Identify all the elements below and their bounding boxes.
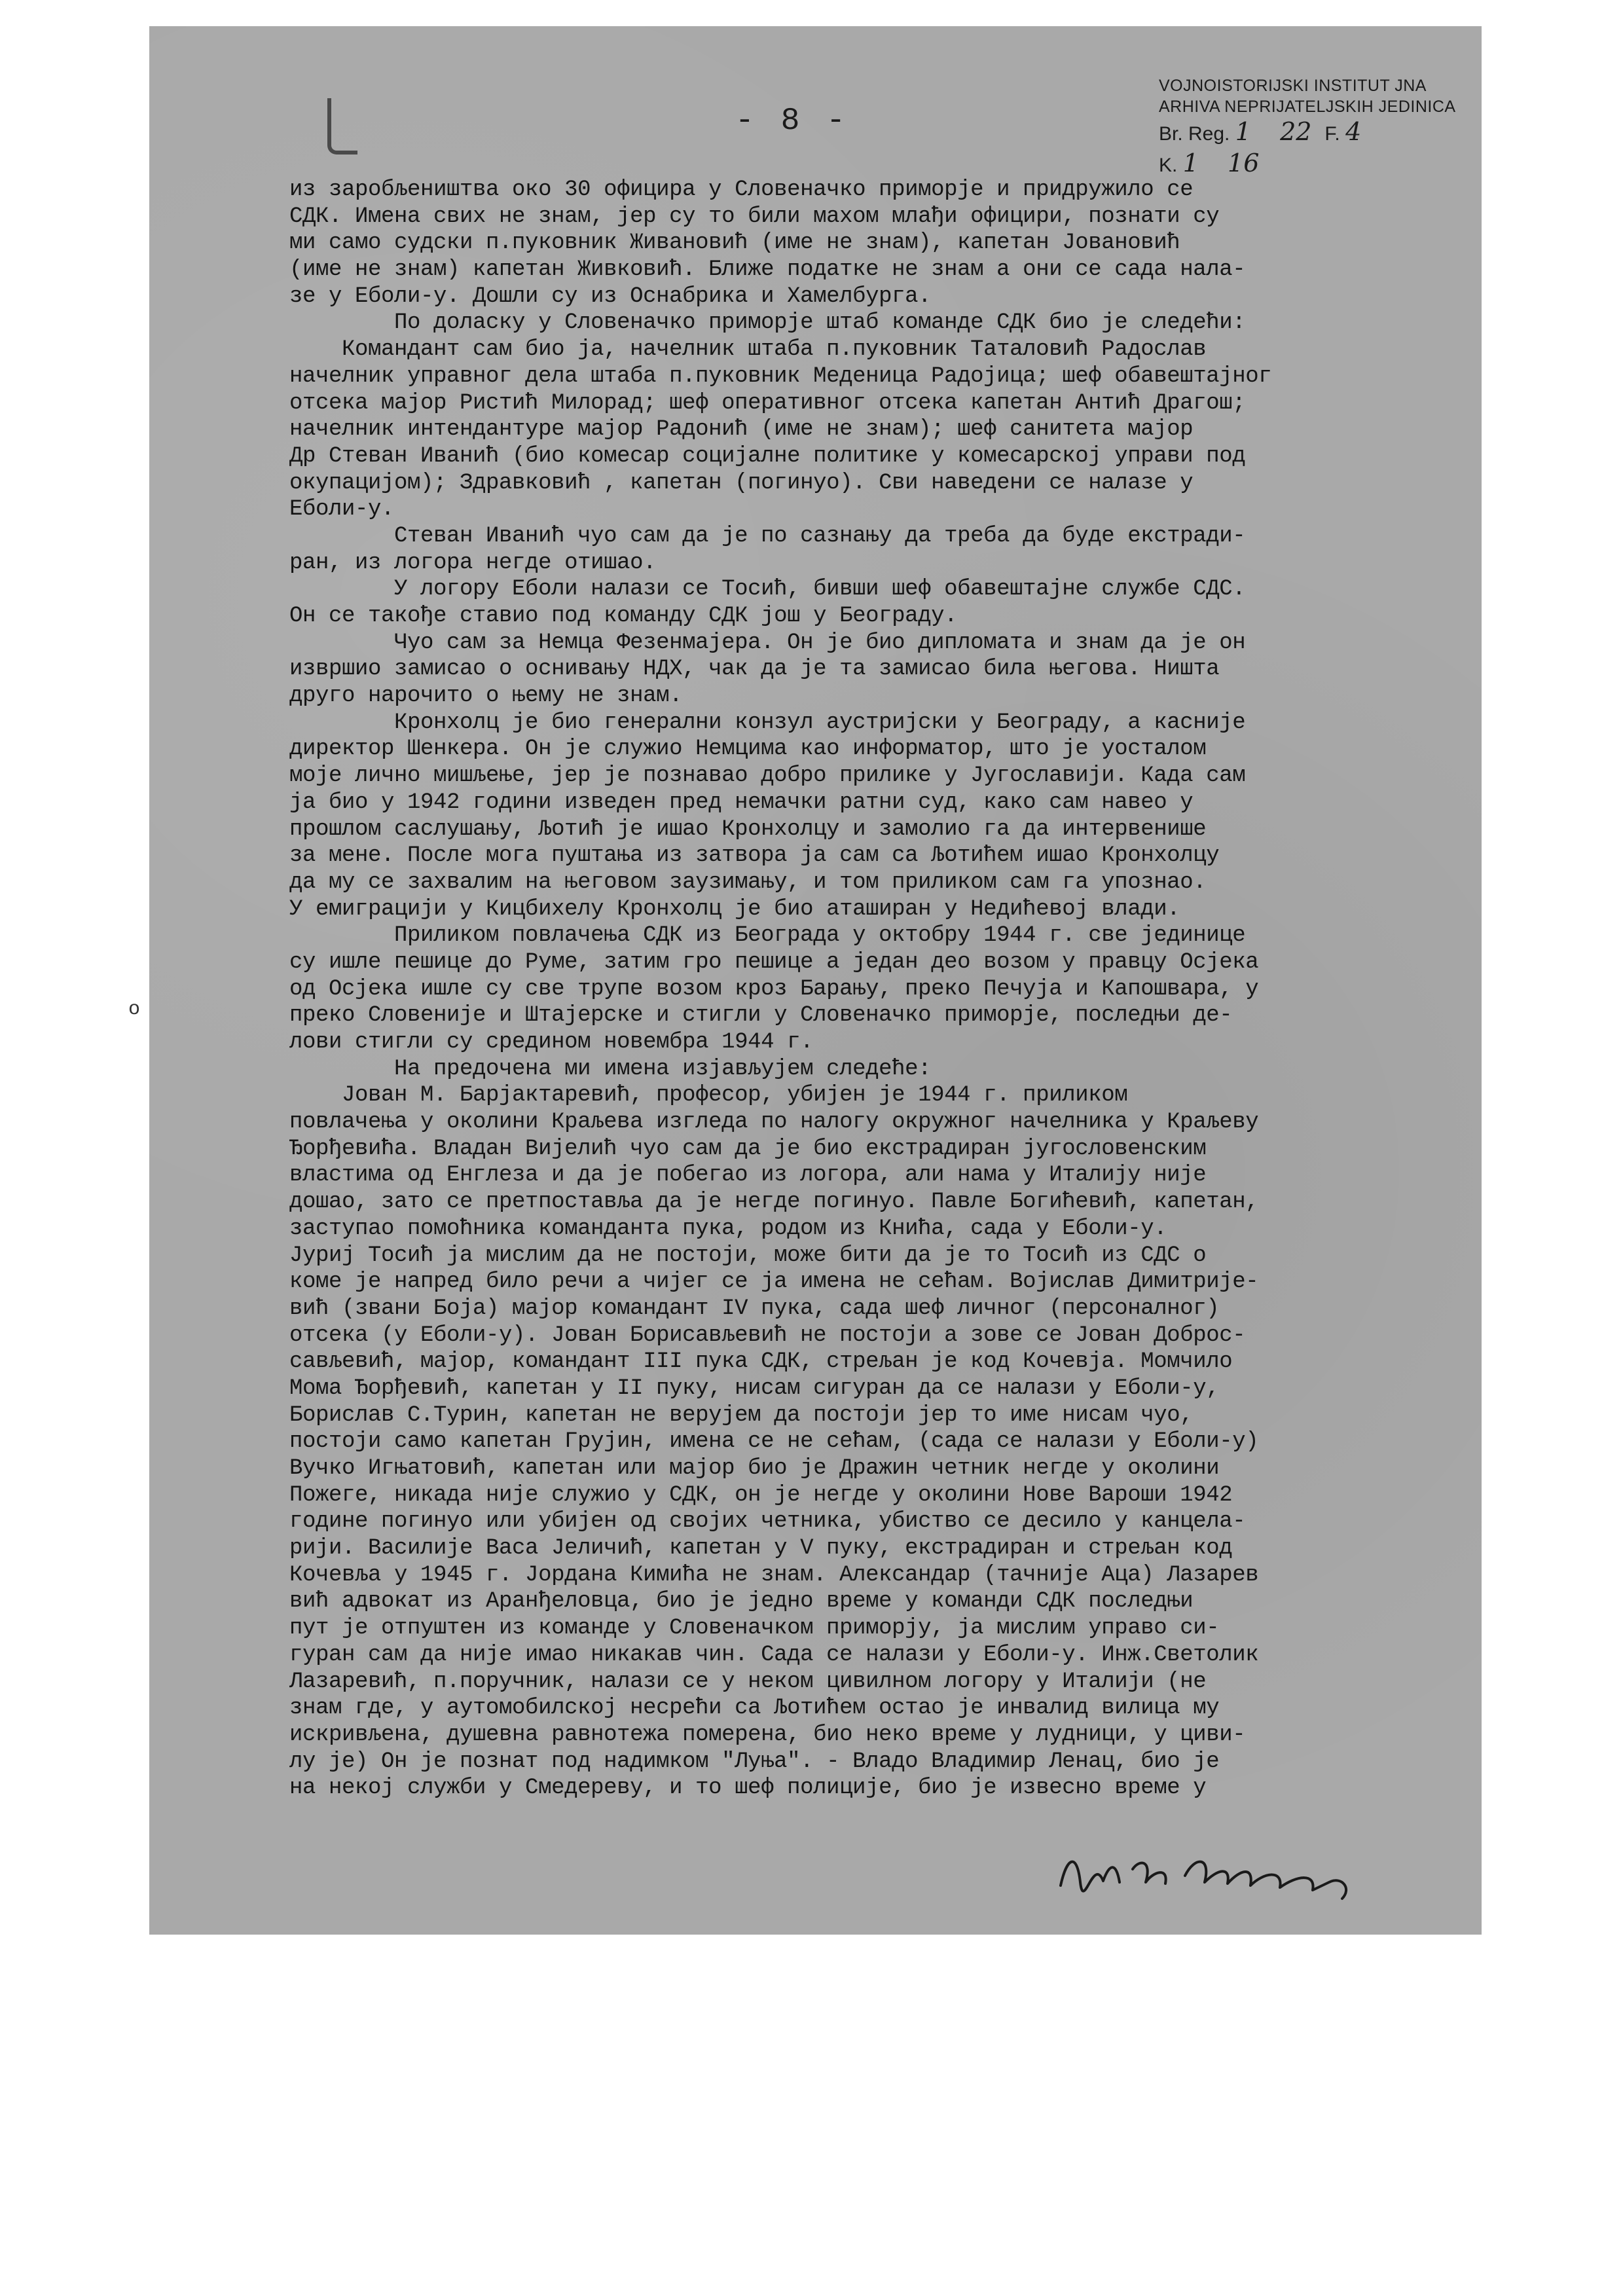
text-line: Командант сам био ја, начелник штаба п.пуковник Таталовић Радослав [289, 337, 1207, 363]
text-line: Еболи-у. [289, 497, 395, 522]
handwritten-signature [1054, 1836, 1362, 1908]
text-line: ја био у 1942 години изведен пред немачки ратни суд, како сам навео у [289, 790, 1194, 815]
text-line: По доласку у Словеначко приморје штаб команде СДК био је следећи: [289, 310, 1246, 336]
stamp-reg-label: Br. Reg. [1159, 123, 1230, 145]
text-line: начелник управног дела штаба п.пуковник Меденица Радојица; шеф обавештајног [289, 363, 1272, 389]
text-line: Јован М. Барјактаревић, професор, убијен је 1944 г. приликом [289, 1083, 1128, 1108]
text-line: Пожеге, никада није служио у СДК, он је негде у околини Нове Вароши 1942 [289, 1482, 1233, 1508]
text-line: Борислав С.Турин, капетан не верујем да постоји јер то име нисам чуо, [289, 1402, 1194, 1428]
text-line: Јуриј Тосић ја мислим да не постоји, може бити да је то Тосић из СДС о [289, 1243, 1207, 1268]
archive-stamp [1159, 75, 1460, 180]
text-line: ран, из логора негде отишао. [289, 550, 657, 575]
text-line: вић (звани Боја) мајор командант IV пука, сада шеф личног (персоналног) [289, 1296, 1220, 1321]
corner-mark [327, 98, 357, 155]
text-line: Вучко Игњатовић, капетан или мајор био је Дражин четник негде у околини [289, 1456, 1220, 1481]
stamp-reg-value-2: 22 [1280, 117, 1312, 146]
text-line: друго нарочито о њему не знам. [289, 683, 683, 709]
text-line: извршио замисао о оснивању НДХ, чак да је та замисао била његова. Ништа [289, 657, 1220, 682]
text-line: лови стигли су средином новембра 1944 г. [289, 1030, 814, 1055]
text-line: Он се такође ставио под команду СДК још у Београду. [289, 604, 958, 629]
text-line: Мома Ђорђевић, капетан у II пуку, нисам сигуран да се налази у Еболи-у, [289, 1376, 1220, 1401]
text-line: СДК. Имена свих не знам, јер су то били махом млађи официри, познати су [289, 204, 1220, 229]
text-line: на некој служби у Смедереву, и то шеф полиције, био је извесно време у [289, 1776, 1207, 1801]
text-line: преко Словеније и Штајерске и стигли у Словеначко приморје, последњи де- [289, 1003, 1233, 1029]
page-number: - 8 - [735, 103, 850, 139]
text-line: властима од Енглеза и да је побегао из логора, али нама у Италију није [289, 1163, 1207, 1188]
text-line: из заробљеништва око 30 официра у Словеначко приморје и придружило се [289, 177, 1194, 202]
stamp-k-label: K. [1159, 155, 1178, 176]
stamp-line-institute: VOJNOISTORIJSKI INSTITUT JNA [1159, 77, 1427, 95]
text-line: отсека мајор Ристић Милорад; шеф оперативног отсека капетан Антић Драгош; [289, 390, 1246, 416]
text-line: повлачења у околини Краљева изгледа по налогу окружног начелника у Краљеву [289, 1110, 1259, 1135]
stamp-reg-value: 1 [1235, 117, 1251, 146]
stamp-k-value: 1 [1182, 149, 1199, 177]
text-line: године погинуо или убијен од својих четника, убиство се десило у канцела- [289, 1509, 1246, 1535]
text-line: коме је напред било речи а чијег се ја имена не сећам. Војислав Димитрије- [289, 1269, 1259, 1295]
text-line: знам где, у аутомобилској несрећи са Љотићем остао је инвалид вилица му [289, 1696, 1220, 1721]
text-line: прошлом саслушању, Љотић је ишао Кронхолцу и замолио га да интервенише [289, 816, 1207, 842]
text-line: Др Стеван Иванић (био комесар социјалне политике у комесарској управи под [289, 443, 1246, 469]
text-line: да му се захвалим на његовом заузимању, и том приликом сам га упознао. [289, 869, 1207, 895]
text-line: Лазаревић, п.поручник, налази се у неком цивилном логору у Италији (не [289, 1669, 1207, 1694]
text-line: зе у Еболи-у. Дошли су из Оснабрика и Хамелбурга. [289, 283, 932, 309]
text-line: од Осјека ишле су све трупе возом кроз Барању, преко Печуја и Капошвара, у [289, 976, 1259, 1002]
stamp-line-archive: ARHIVA NEPRIJATELJSKIH JEDINICA [1159, 98, 1456, 116]
text-line: моје лично мишљење, јер је познавао добро прилике у Југославији. Када сам [289, 763, 1246, 789]
text-line: отсека (у Еболи-у). Јован Борисављевић не постоји а зове се Јован Доброс- [289, 1322, 1246, 1348]
text-line: Чуо сам за Немца Фезенмајера. Он је био дипломата и знам да је он [289, 630, 1246, 655]
text-line: постоји само капетан Грујин, имена се не сећам, (сада се налази у Еболи-у) [289, 1429, 1259, 1455]
text-line: гуран сам да није имао никакав чин. Сада се налази у Еболи-у. Инж.Светолик [289, 1642, 1259, 1667]
margin-mark: o [128, 998, 141, 1021]
stamp-k-row [1159, 149, 1460, 180]
body-text [289, 177, 1461, 1802]
text-line: заступао помоћника команданта пука, родом из Кнића, сада у Еболи-у. [289, 1216, 1167, 1241]
text-line: Ђорђевића. Владан Вијелић чуо сам да је био екстрадиран југословенским [289, 1136, 1207, 1161]
text-line: окупацијом); Здравковић , капетан (погинуо). Сви наведени се налазе у [289, 470, 1194, 496]
text-line: Стеван Иванић чуо сам да је по сазнању да треба да буде екстради- [289, 523, 1246, 549]
text-line: за мене. После мога пуштања из затвора ја сам са Љотићем ишао Кронхолцу [289, 843, 1220, 869]
text-line: дошао, зато се претпоставља да је негде погинуо. Павле Богићевић, капетан, [289, 1190, 1259, 1215]
text-line: су ишле пешице до Руме, затим гро пешице а један део возом у правцу Осјека [289, 949, 1259, 975]
text-line: директор Шенкера. Он је служио Немцима као информатор, што је уосталом [289, 737, 1207, 762]
text-line: пут је отпуштен из команде у Словеначком приморју, ја мислим управо си- [289, 1616, 1220, 1641]
text-line: Кронхолц је био генерални конзул аустријски у Београду, а касније [289, 710, 1246, 735]
stamp-f-label: F. [1324, 123, 1340, 145]
text-line: сављевић, мајор, командант III пука СДК, стрељан је код Кочевја. Момчило [289, 1349, 1233, 1375]
text-line: У емиграцији у Кицбихелу Кронхолц је био аташиран у Недићевој влади. [289, 896, 1180, 922]
text-line: (име не знам) капетан Живковић. Ближе податке не знам а они се сада нала- [289, 257, 1246, 283]
text-line: У логору Еболи налази се Тосић, бивши шеф обавештајне службе СДС. [289, 577, 1246, 602]
stamp-f-value: 4 [1345, 117, 1362, 146]
text-line: рији. Василије Васа Јеличић, капетан у V пуку, екстрадиран и стрељан код [289, 1536, 1233, 1561]
stamp-k-value-2: 16 [1228, 149, 1260, 177]
text-line: На предочена ми имена изјављујем следеће: [289, 1056, 932, 1082]
text-line: искривљена, душевна равнотежа померена, био неко време у лудници, у циви- [289, 1722, 1246, 1747]
text-line: начелник интендантуре мајор Радонић (име не знам); шеф санитета мајор [289, 417, 1194, 443]
text-line: ми само судски п.пуковник Живановић (име не знам), капетан Јовановић [289, 230, 1180, 256]
text-line: Приликом повлачења СДК из Београда у октобру 1944 г. све јединице [289, 923, 1246, 949]
text-line: лу је) Он је познат под надимком "Луња". - Владо Владимир Ленац, био је [289, 1749, 1220, 1774]
stamp-registration-row [1159, 117, 1460, 149]
text-line: вић адвокат из Аранђеловца, био је једно време у команди СДК последњи [289, 1589, 1194, 1614]
text-line: Кочевља у 1945 г. Јордана Кимића не знам. Александар (тачније Аца) Лазарев [289, 1562, 1259, 1588]
